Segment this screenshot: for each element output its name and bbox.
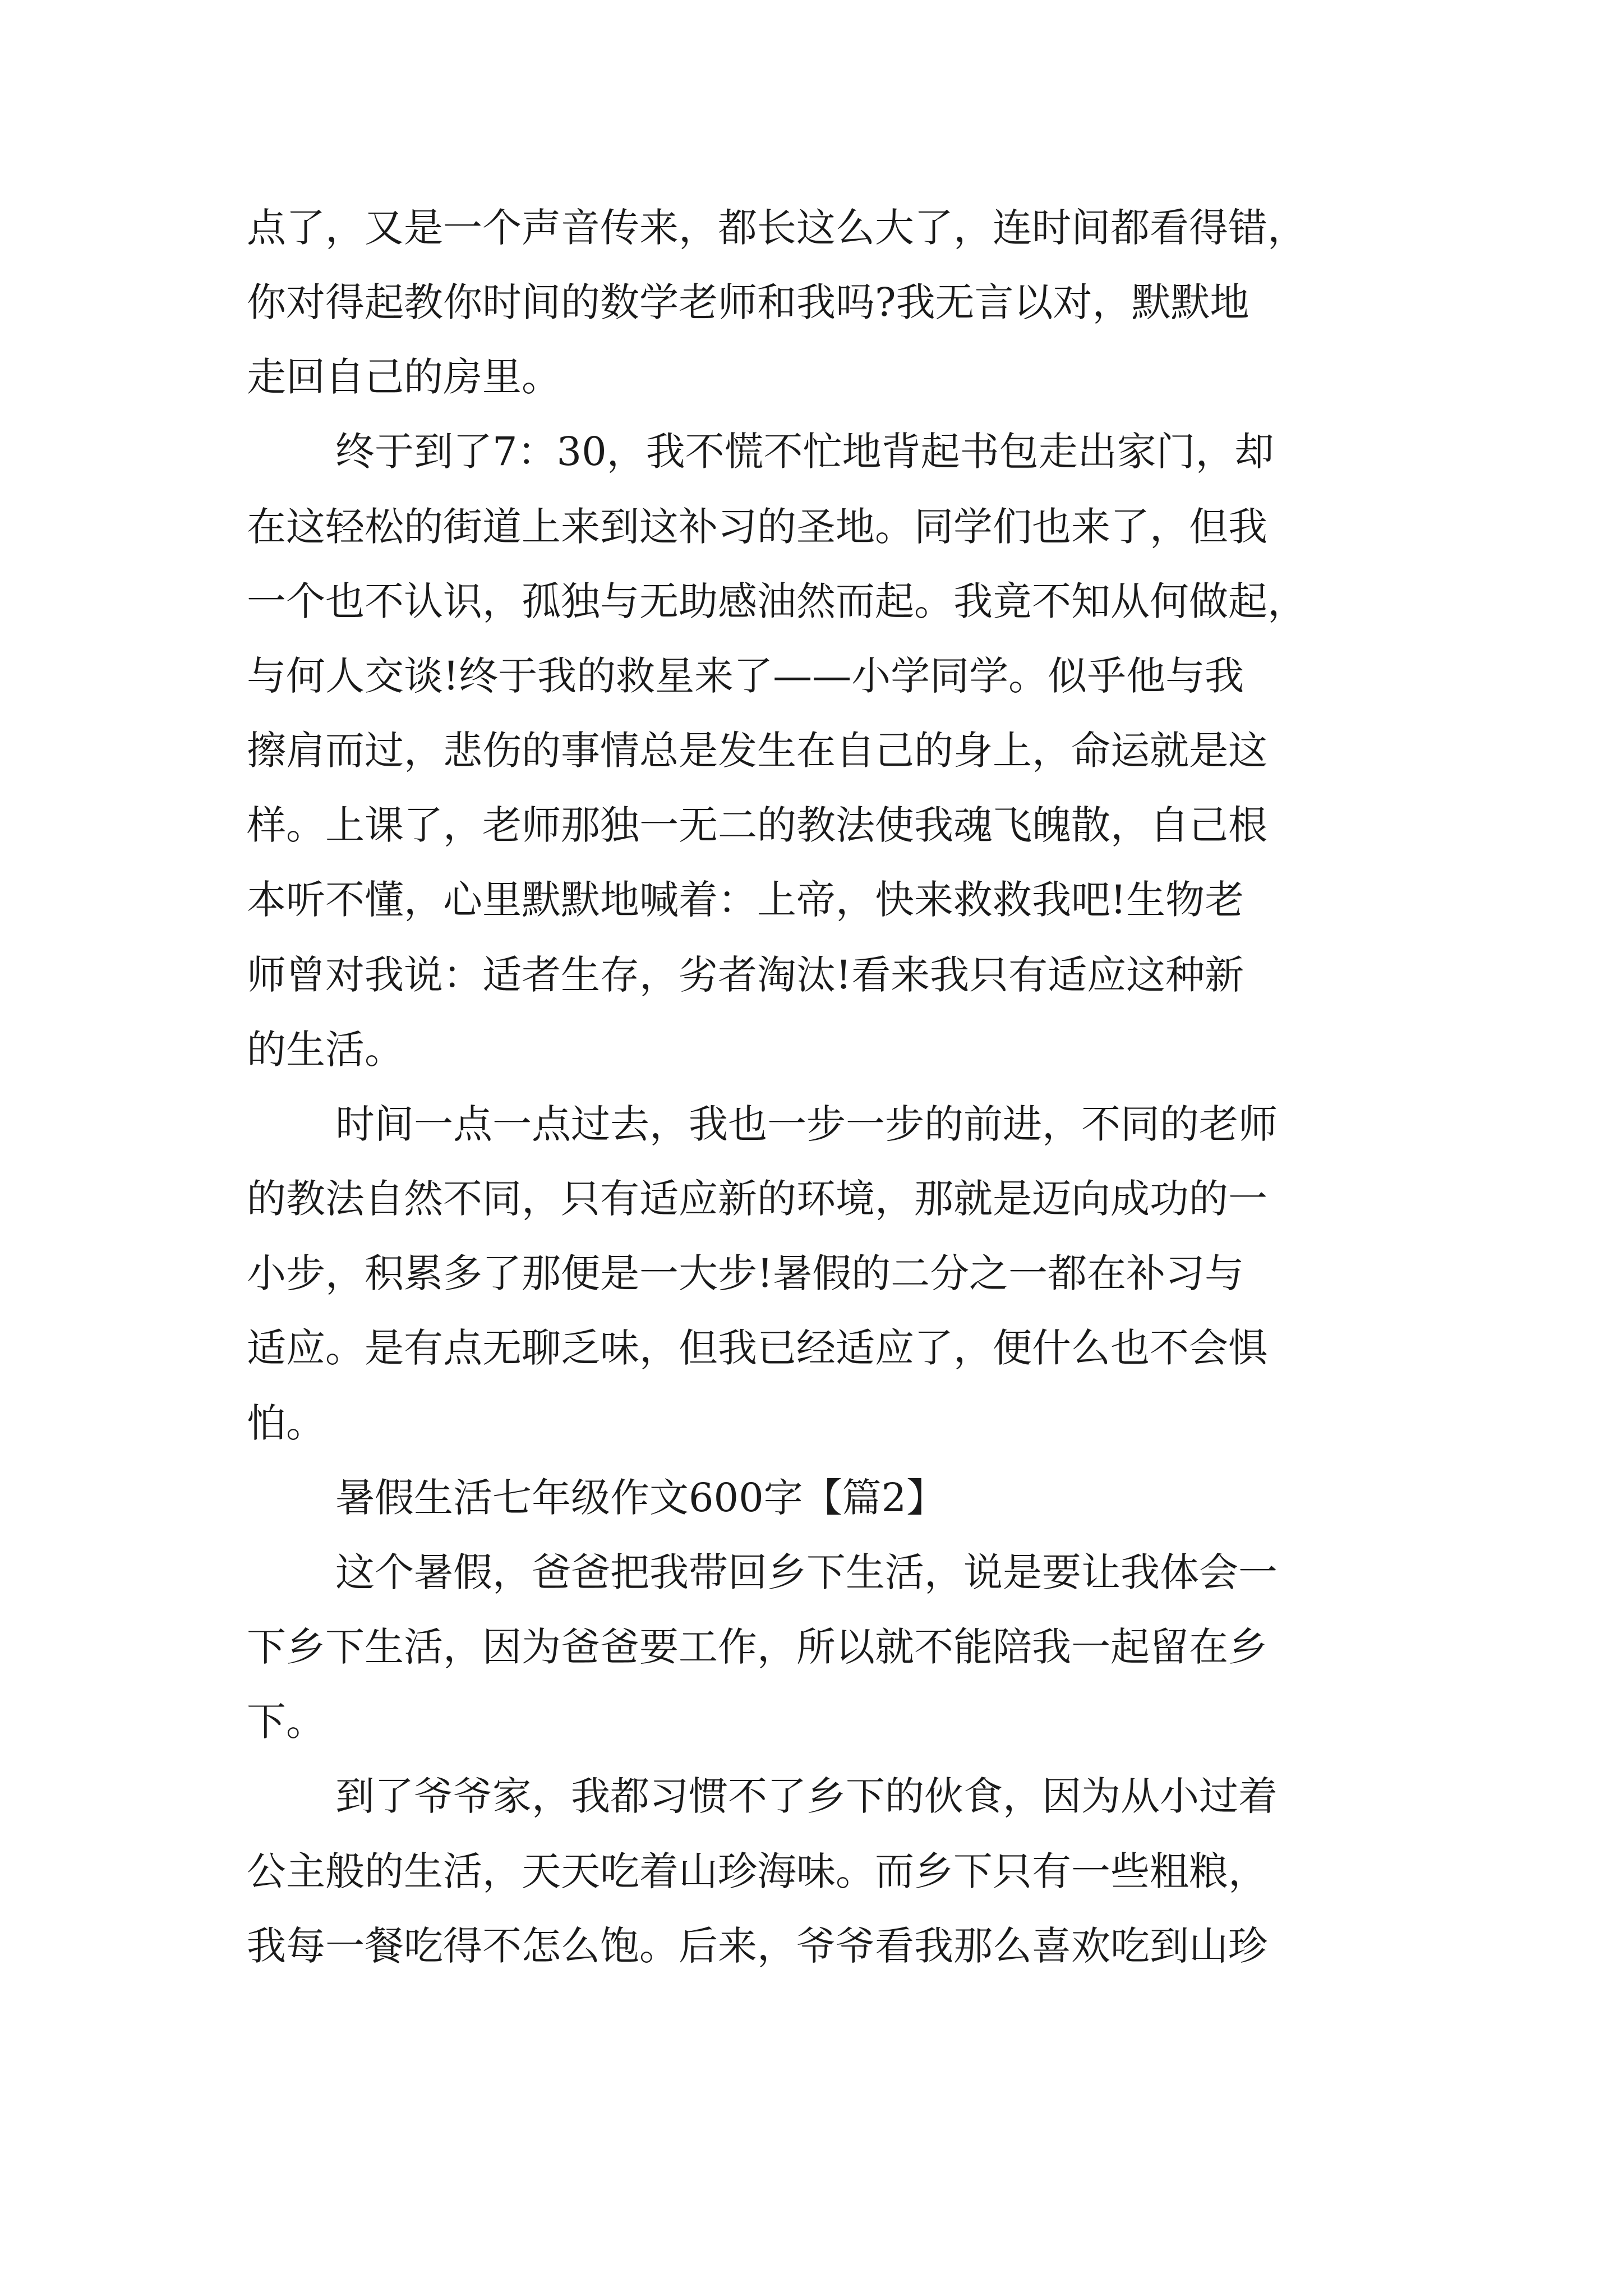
text-line: 小步，积累多了那便是一大步!暑假的二分之一都在补习与 [247,1250,1244,1296]
section-heading: 暑假生活七年级作文600字【篇2】 [335,1475,946,1521]
text-line: 样。上课了，老师那独一无二的教法使我魂飞魄散，自己根 [247,802,1267,848]
text-line: 时间一点一点过去，我也一步一步的前进，不同的老师 [335,1101,1278,1147]
text-line: 在这轻松的街道上来到这补习的圣地。同学们也来了，但我 [247,504,1267,550]
text-line: 走回自己的房里。 [247,354,561,400]
text-line: 一个也不认识，孤独与无助感油然而起。我竟不知从何做起， [247,578,1307,624]
text-line: 我每一餐吃得不怎么饱。后来，爷爷看我那么喜欢吃到山珍 [247,1923,1267,1969]
text-line: 与何人交谈!终于我的救星来了——小学同学。似乎他与我 [247,653,1244,699]
text-line: 你对得起教你时间的数学老师和我吗?我无言以对，默默地 [247,279,1249,325]
text-line: 下乡下生活，因为爸爸要工作，所以就不能陪我一起留在乡 [247,1624,1267,1670]
text-line: 这个暑假，爸爸把我带回乡下生活，说是要让我体会一 [335,1549,1278,1595]
text-line: 下。 [247,1699,325,1745]
text-line: 公主般的生活，天天吃着山珍海味。而乡下只有一些粗粮， [247,1848,1267,1894]
text-line: 擦肩而过，悲伤的事情总是发生在自己的身上，命运就是这 [247,728,1267,774]
text-line: 本听不懂，心里默默地喊着：上帝，快来救救我吧!生物老 [247,877,1244,923]
text-line: 适应。是有点无聊乏味，但我已经适应了，便什么也不会惧 [247,1325,1267,1371]
text-line: 的教法自然不同，只有适应新的环境，那就是迈向成功的一 [247,1176,1267,1222]
text-line: 怕。 [247,1400,325,1446]
text-line: 到了爷爷家，我都习惯不了乡下的伙食，因为从小过着 [335,1773,1278,1819]
text-line: 师曾对我说：适者生存，劣者淘汰!看来我只有适应这种新 [247,952,1244,998]
text-line: 终于到了7：30，我不慌不忙地背起书包走出家门，却 [335,429,1274,475]
text-line: 的生活。 [247,1027,404,1073]
text-line: 点了，又是一个声音传来，都长这么大了，连时间都看得错， [247,205,1307,251]
